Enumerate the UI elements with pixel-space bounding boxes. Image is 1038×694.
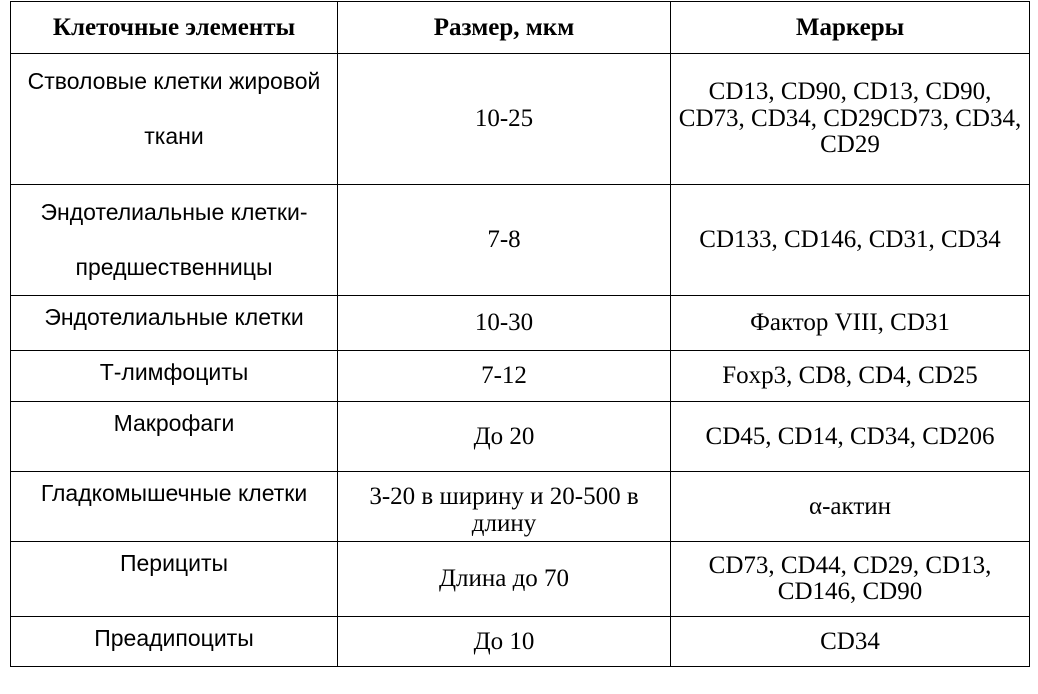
table-header-row <box>11 2 1030 54</box>
row-cell-name: Т-лимфоциты <box>11 351 338 402</box>
header-cell-elements: Клеточные элементы <box>11 2 338 54</box>
row-cell-size: 10-30 <box>338 296 671 351</box>
table-row <box>11 351 1030 402</box>
row-cell-markers: CD34 <box>671 617 1030 667</box>
header-size: Размер, мкм <box>338 2 671 54</box>
row-cell-size: 7-12 <box>338 351 671 402</box>
cell-elements-table <box>10 1 1030 667</box>
table-row <box>11 185 1030 296</box>
row-cell-markers: CD45, CD14, CD34, CD206 <box>671 402 1030 472</box>
table-row <box>11 617 1030 667</box>
row-cell-size: 10-25 <box>338 54 671 185</box>
row-cell-markers: Фактор VIII, CD31 <box>671 296 1030 351</box>
row-cell-name: Макрофаги <box>11 402 338 472</box>
header-markers: Маркеры <box>671 2 1030 54</box>
table-row <box>11 296 1030 351</box>
row-cell-size: 3-20 в ширину и 20-500 в длину <box>338 472 671 542</box>
row-cell-name: Стволовые клетки жировой ткани <box>11 54 338 185</box>
table-row <box>11 402 1030 472</box>
row-cell-size: До 20 <box>338 402 671 472</box>
row-cell-markers: α-актин <box>671 472 1030 542</box>
table-row <box>11 472 1030 542</box>
row-cell-size: Длина до 70 <box>338 542 671 617</box>
row-cell-name: Перициты <box>11 542 338 617</box>
row-cell-name: Преадипоциты <box>11 617 338 667</box>
row-cell-markers: CD13, CD90, CD13, CD90, CD73, CD34, CD29CD73, CD34, CD29 <box>671 54 1030 185</box>
row-cell-size: 7-8 <box>338 185 671 296</box>
row-cell-markers: CD73, CD44, CD29, CD13, CD146, CD90 <box>671 542 1030 617</box>
row-cell-name: Эндотелиальные клетки-предшественницы <box>11 185 338 296</box>
row-cell-markers: Foxp3, CD8, CD4, CD25 <box>671 351 1030 402</box>
table-row <box>11 54 1030 185</box>
row-cell-name: Эндотелиальные клетки <box>11 296 338 351</box>
row-cell-size: До 10 <box>338 617 671 667</box>
row-cell-markers: CD133, CD146, CD31, CD34 <box>671 185 1030 296</box>
row-cell-name: Гладкомышечные клетки <box>11 472 338 542</box>
table-row <box>11 542 1030 617</box>
